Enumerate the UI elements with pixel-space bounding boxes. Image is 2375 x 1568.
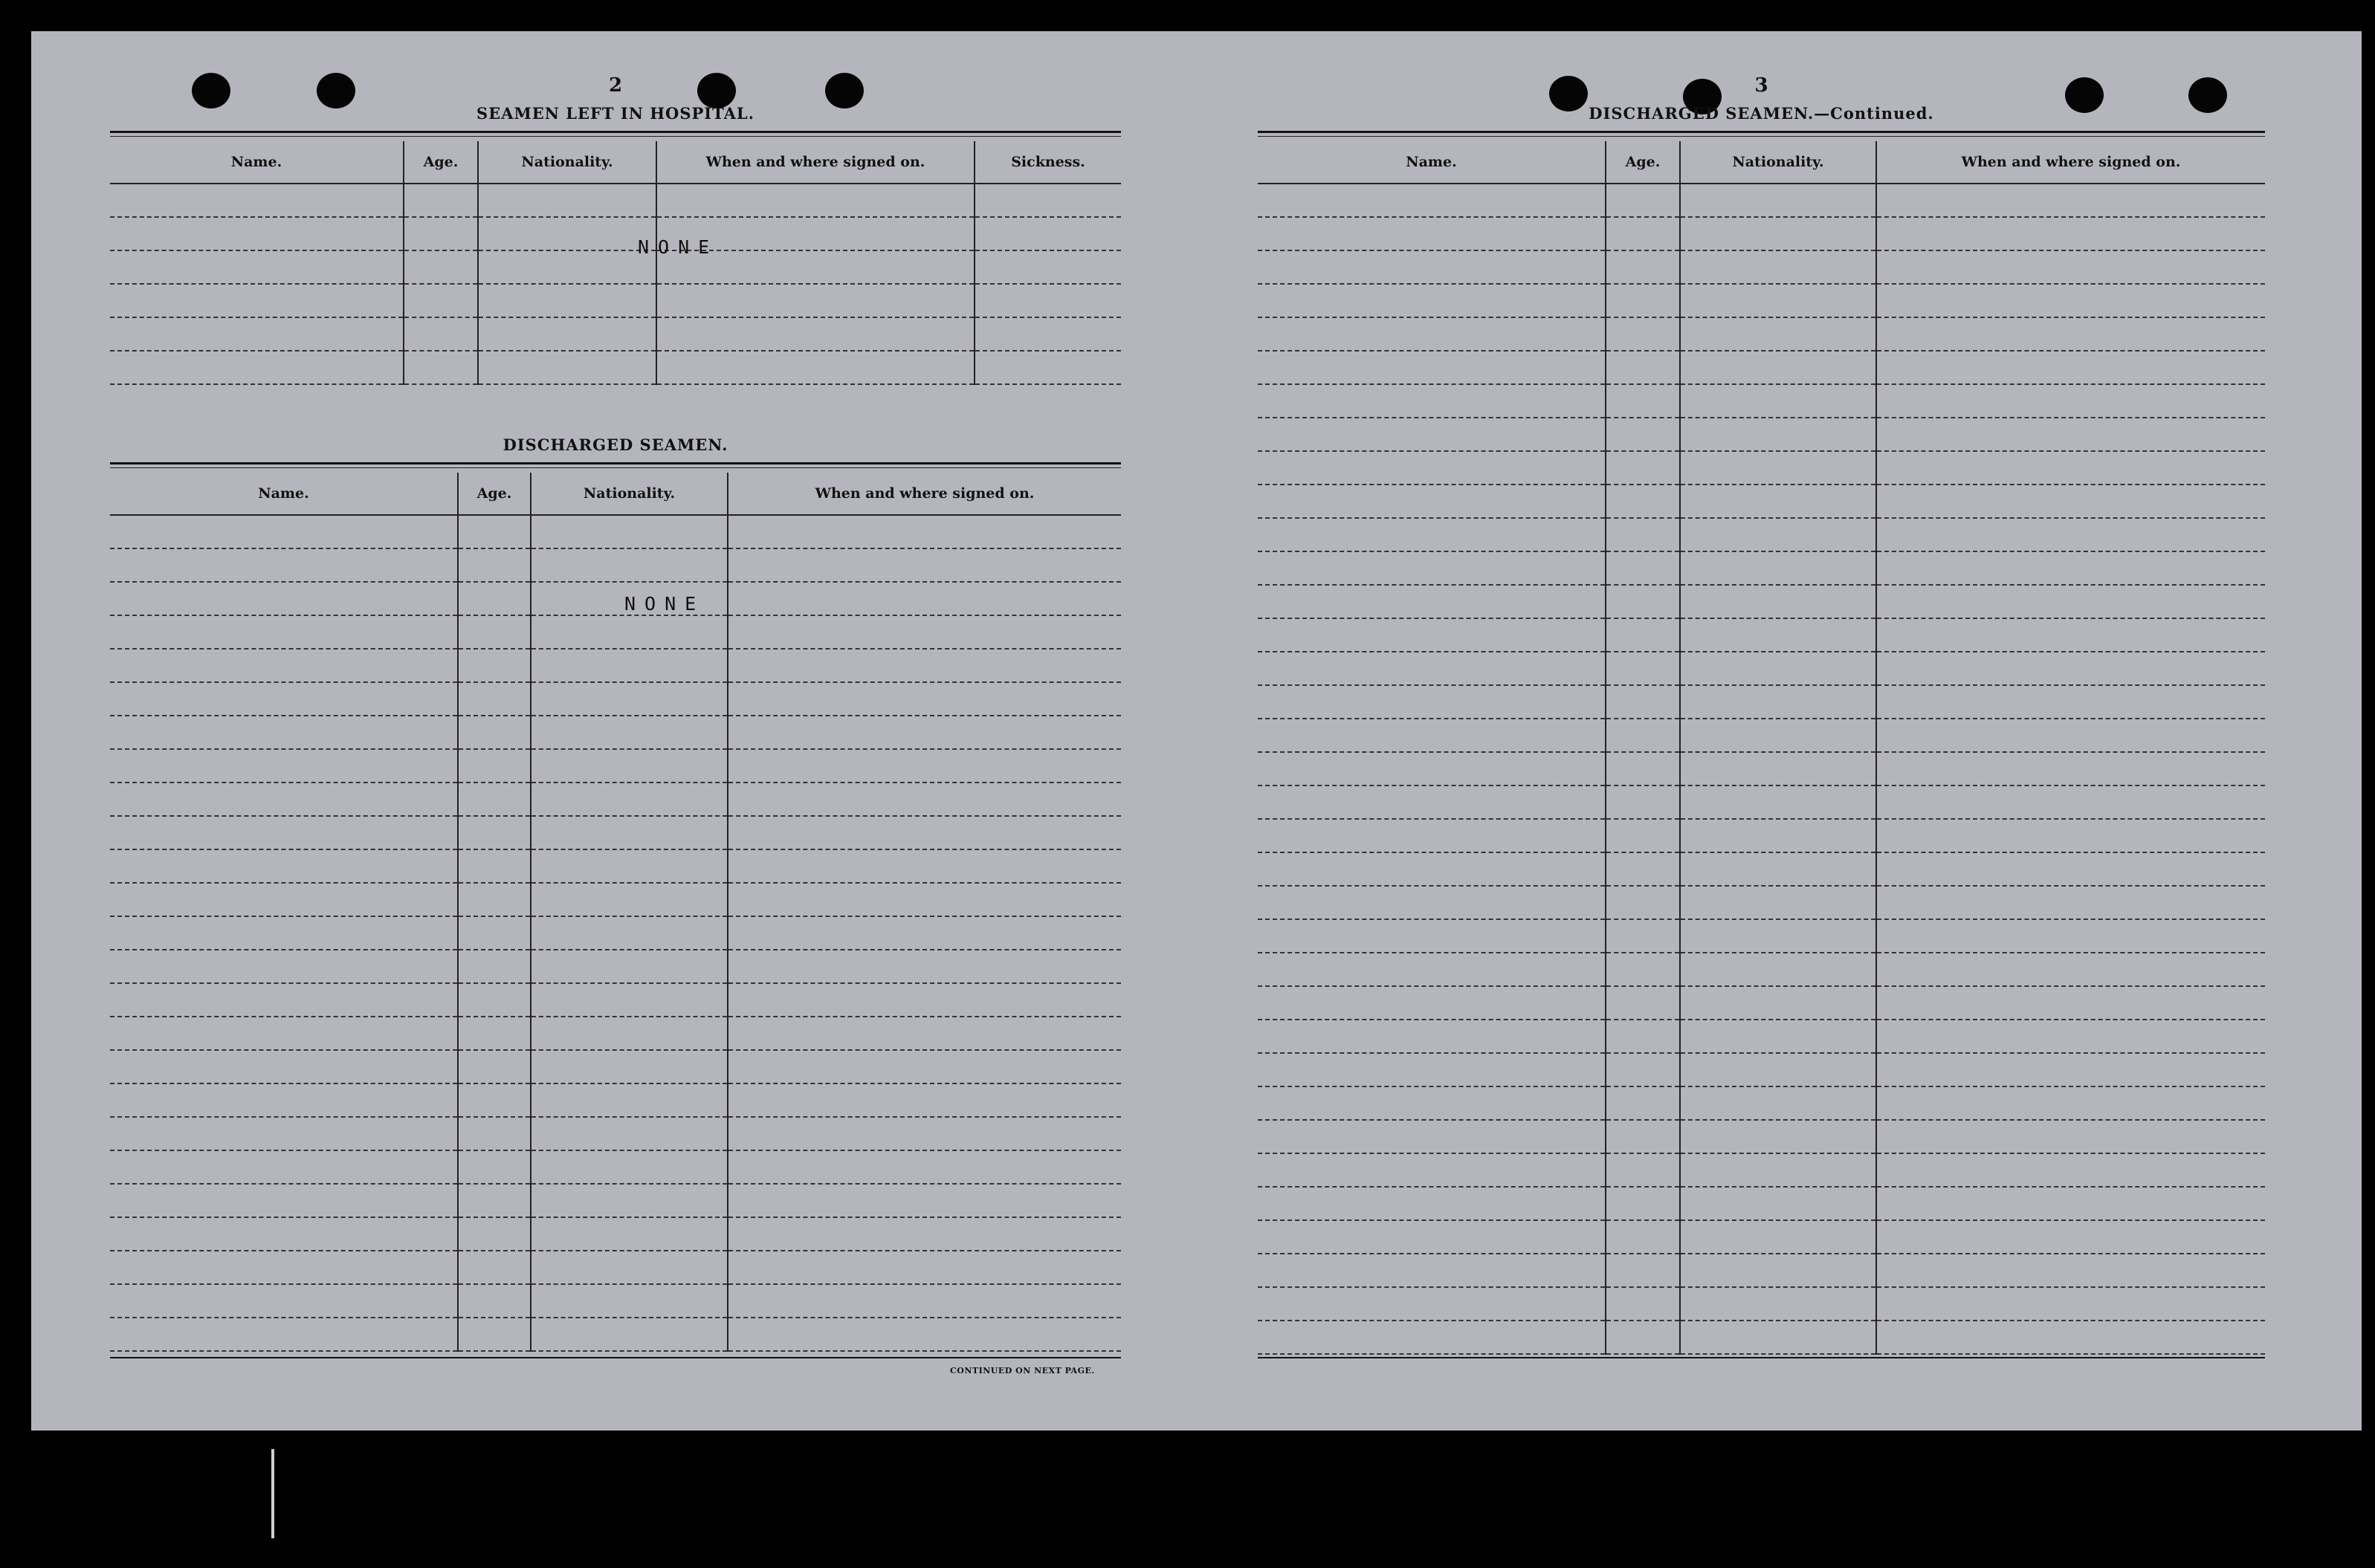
discharged-continued-rows bbox=[1258, 184, 2265, 1354]
header-rule bbox=[110, 131, 1121, 133]
document-sheet bbox=[31, 31, 2362, 1431]
table-row bbox=[110, 351, 1121, 384]
table-row bbox=[110, 1184, 1121, 1217]
hospital-heading: SEAMEN LEFT IN HOSPITAL. bbox=[476, 104, 754, 123]
table-row bbox=[1258, 284, 2265, 317]
film-scratch bbox=[271, 1449, 274, 1538]
table-row bbox=[1258, 819, 2265, 852]
table-row bbox=[110, 284, 1121, 317]
column-header-name: Name. bbox=[110, 141, 404, 184]
bottom-rule bbox=[110, 1357, 1121, 1358]
table-row bbox=[110, 184, 1121, 217]
table-row bbox=[110, 849, 1121, 883]
column-header-age: Age. bbox=[458, 473, 531, 515]
table-row bbox=[1258, 184, 2265, 217]
discharged-rows bbox=[110, 515, 1121, 1351]
table-row bbox=[110, 716, 1121, 749]
table-row bbox=[1258, 1220, 2265, 1254]
column-header-nationality: Nationality. bbox=[1680, 141, 1876, 184]
table-row bbox=[1258, 785, 2265, 819]
table-row bbox=[110, 1083, 1121, 1117]
table-row bbox=[110, 548, 1121, 582]
column-header-sickness: Sickness. bbox=[975, 141, 1121, 184]
table-row bbox=[1258, 852, 2265, 886]
continued-note: CONTINUED ON NEXT PAGE. bbox=[950, 1366, 1095, 1376]
header-rule bbox=[110, 136, 1121, 137]
column-header-signed-on: When and where signed on. bbox=[728, 473, 1121, 515]
hospital-entry: NONE bbox=[638, 236, 719, 258]
discharged-table bbox=[110, 473, 1121, 1352]
table-row bbox=[1258, 485, 2265, 518]
discharged-header-row bbox=[110, 473, 1121, 515]
discharged-continued-table bbox=[1258, 141, 2265, 1355]
table-row bbox=[110, 816, 1121, 849]
left-page bbox=[110, 31, 1121, 1406]
header-rule bbox=[1258, 131, 2265, 133]
table-row bbox=[1258, 652, 2265, 685]
table-row bbox=[110, 1284, 1121, 1318]
discharged-continued-header-row bbox=[1258, 141, 2265, 184]
column-header-age: Age. bbox=[404, 141, 478, 184]
table-row bbox=[110, 217, 1121, 250]
table-row bbox=[110, 582, 1121, 615]
table-row bbox=[1258, 585, 2265, 618]
table-row bbox=[1258, 953, 2265, 986]
section-rule bbox=[110, 462, 1121, 464]
table-row bbox=[110, 515, 1121, 548]
discharged-heading: DISCHARGED SEAMEN. bbox=[503, 435, 728, 454]
table-row bbox=[110, 317, 1121, 351]
table-row bbox=[1258, 217, 2265, 250]
hospital-table bbox=[110, 141, 1121, 385]
table-row bbox=[110, 1117, 1121, 1150]
table-row bbox=[1258, 1287, 2265, 1321]
table-row bbox=[110, 883, 1121, 916]
table-row bbox=[1258, 418, 2265, 451]
table-row bbox=[110, 649, 1121, 682]
table-row bbox=[110, 250, 1121, 284]
table-row bbox=[1258, 1187, 2265, 1220]
table-row bbox=[110, 950, 1121, 983]
column-header-nationality: Nationality. bbox=[478, 141, 656, 184]
table-row bbox=[110, 1251, 1121, 1284]
right-page bbox=[1258, 31, 2265, 1406]
table-row bbox=[1258, 685, 2265, 719]
column-header-name: Name. bbox=[110, 473, 458, 515]
page-number: 2 bbox=[608, 74, 623, 97]
column-header-signed-on: When and where signed on. bbox=[656, 141, 975, 184]
table-row bbox=[1258, 1153, 2265, 1187]
table-row bbox=[110, 783, 1121, 816]
table-row bbox=[1258, 1020, 2265, 1053]
discharged-entry: NONE bbox=[624, 593, 705, 615]
table-row bbox=[1258, 250, 2265, 284]
table-row bbox=[110, 1217, 1121, 1251]
table-row bbox=[110, 1150, 1121, 1184]
table-row bbox=[110, 1318, 1121, 1351]
column-header-age: Age. bbox=[1606, 141, 1680, 184]
table-row bbox=[1258, 719, 2265, 752]
table-row bbox=[1258, 886, 2265, 919]
column-header-nationality: Nationality. bbox=[531, 473, 728, 515]
table-row bbox=[1258, 451, 2265, 485]
table-row bbox=[110, 916, 1121, 950]
table-row bbox=[110, 983, 1121, 1017]
column-header-name: Name. bbox=[1258, 141, 1606, 184]
table-row bbox=[1258, 919, 2265, 953]
table-row bbox=[110, 615, 1121, 649]
section-rule bbox=[110, 467, 1121, 468]
table-row bbox=[110, 682, 1121, 716]
table-row bbox=[1258, 1053, 2265, 1086]
header-rule bbox=[1258, 136, 2265, 137]
table-row bbox=[110, 1050, 1121, 1083]
column-header-signed-on: When and where signed on. bbox=[1876, 141, 2265, 184]
table-row bbox=[1258, 1254, 2265, 1287]
hospital-rows bbox=[110, 184, 1121, 384]
table-row bbox=[1258, 986, 2265, 1020]
table-row bbox=[1258, 551, 2265, 585]
table-row bbox=[1258, 1120, 2265, 1153]
hospital-header-row bbox=[110, 141, 1121, 184]
discharged-continued-heading: DISCHARGED SEAMEN.—Continued. bbox=[1589, 104, 1934, 123]
table-row bbox=[1258, 351, 2265, 384]
table-row bbox=[1258, 317, 2265, 351]
table-row bbox=[1258, 384, 2265, 418]
table-row bbox=[1258, 518, 2265, 551]
table-row bbox=[110, 749, 1121, 783]
table-row bbox=[1258, 752, 2265, 785]
table-row bbox=[1258, 1321, 2265, 1354]
page-number: 3 bbox=[1754, 74, 1768, 97]
bottom-rule bbox=[1258, 1357, 2265, 1358]
table-row bbox=[1258, 618, 2265, 652]
table-row bbox=[110, 1017, 1121, 1050]
table-row bbox=[1258, 1086, 2265, 1120]
